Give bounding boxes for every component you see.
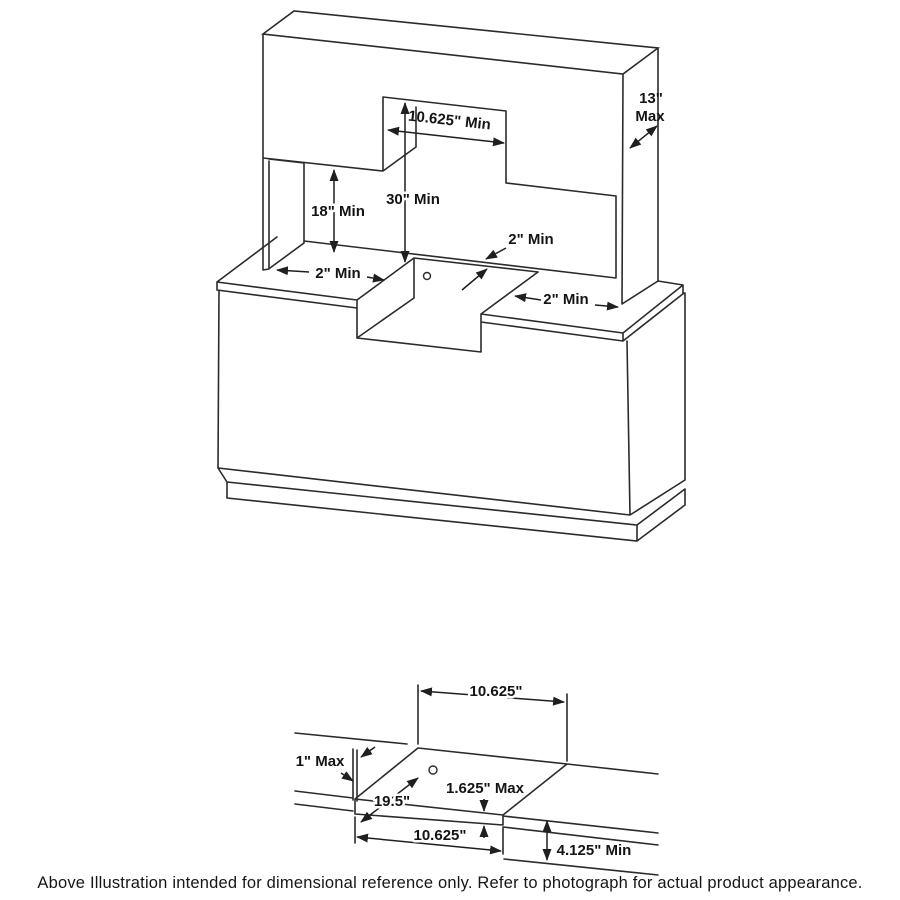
label-front-distance: 4.125" Min: [556, 842, 632, 859]
pilot-hole-detail: [429, 766, 437, 774]
label-right-2-min: 2" Min: [543, 291, 589, 308]
dim-arrow-wall-a: [361, 747, 375, 757]
label-18-min: 18" Min: [311, 203, 365, 220]
dim-arrow-rear-2min-a: [486, 248, 506, 259]
label-wall-thickness: 1" Max: [295, 753, 345, 770]
label-cutout-front-width: 10.625": [413, 827, 467, 844]
label-30-min: 30" Min: [386, 191, 440, 208]
label-cutout-depth: 19.5": [373, 793, 411, 810]
dim-arrow-wall-b: [341, 773, 353, 781]
label-13-max: Max: [635, 108, 665, 125]
label-cutout-rear-width: 10.625": [469, 683, 523, 700]
bottom-diagram-dimensions: [296, 683, 632, 860]
label-notch-width: 10.625" Min: [407, 107, 492, 134]
label-rear-2-min: 2" Min: [508, 231, 554, 248]
label-countertop-thickness: 1.625" Max: [446, 780, 524, 797]
pilot-hole: [424, 273, 431, 280]
label-13-inch: 13": [639, 90, 663, 107]
label-left-2-min: 2" Min: [315, 265, 361, 282]
caption: Above Illustration intended for dimensional reference only. Refer to photograph for actual product appearance.: [37, 874, 863, 892]
